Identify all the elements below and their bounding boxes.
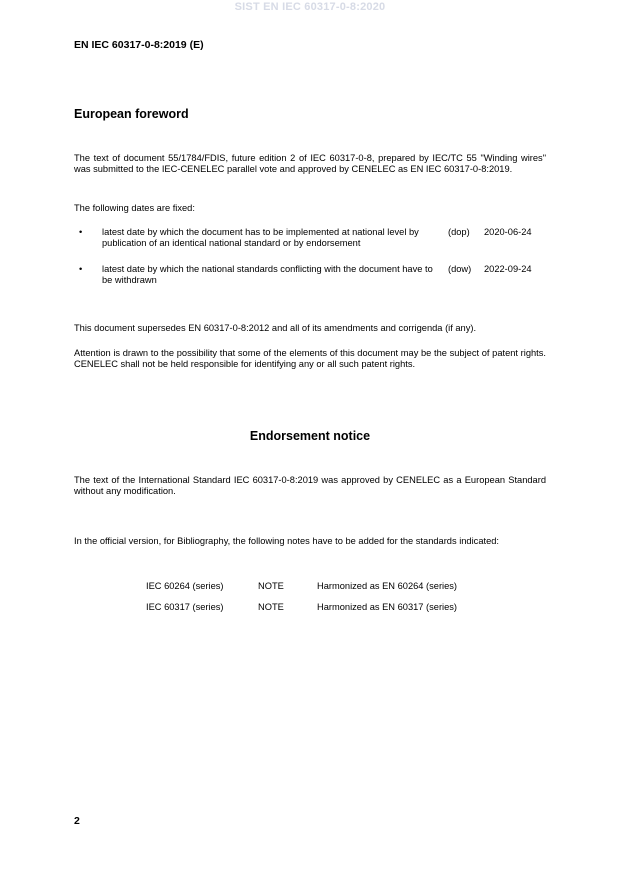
note-text: Harmonized as EN 60317 (series) xyxy=(317,602,458,612)
note-standard: IEC 60264 (series) xyxy=(146,581,224,591)
date-item-dow xyxy=(74,264,546,288)
watermark: SIST EN IEC 60317-0-8:2020 xyxy=(234,1,386,13)
bullet: • xyxy=(79,264,83,274)
bibliography-intro: In the official version, for Bibliography, the following notes have to be added for the standards indicated: xyxy=(74,536,499,546)
note-label: NOTE xyxy=(258,602,284,612)
bibliography-note-row xyxy=(146,602,506,614)
foreword-intro: The text of document 55/1784/FDIS, future edition 2 of IEC 60317-0-8, prepared by IEC/TC 55 "Winding wires" was submitted to the IEC-CENELEC parallel vote and approved by CENELEC as EN IEC 60317-0-8:2019. xyxy=(74,153,546,175)
date-item-abbr: (dop) xyxy=(448,227,470,237)
endorsement-heading: Endorsement notice xyxy=(249,429,371,443)
note-label: NOTE xyxy=(258,581,284,591)
page-number: 2 xyxy=(74,815,80,827)
foreword-heading: European foreword xyxy=(74,107,189,121)
date-item-dop xyxy=(74,227,546,251)
bibliography-note-row xyxy=(146,581,506,593)
attention-text: Attention is drawn to the possibility that some of the elements of this document may be the subject of patent rights. CENELEC shall not be held responsible for identifying any or all such patent rights. xyxy=(74,348,546,370)
bullet: • xyxy=(79,227,83,237)
date-item-date: 2020-06-24 xyxy=(484,227,532,237)
endorsement-text: The text of the International Standard IEC 60317-0-8:2019 was approved by CENELEC as a European Standard without any modification. xyxy=(74,475,546,497)
document-id: EN IEC 60317-0-8:2019 (E) xyxy=(74,39,204,51)
date-item-abbr: (dow) xyxy=(448,264,472,274)
supersedes-text: This document supersedes EN 60317-0-8:2012 and all of its amendments and corrigenda (if any). xyxy=(74,323,477,333)
note-text: Harmonized as EN 60264 (series) xyxy=(317,581,458,591)
note-standard: IEC 60317 (series) xyxy=(146,602,224,612)
date-item-text: latest date by which the national standards conflicting with the document have to be withdrawn xyxy=(102,264,433,286)
dates-intro: The following dates are fixed: xyxy=(74,203,195,213)
date-item-date: 2022-09-24 xyxy=(484,264,532,274)
date-item-text: latest date by which the document has to be implemented at national level by publication of an identical national standard or by endorsement xyxy=(102,227,419,249)
